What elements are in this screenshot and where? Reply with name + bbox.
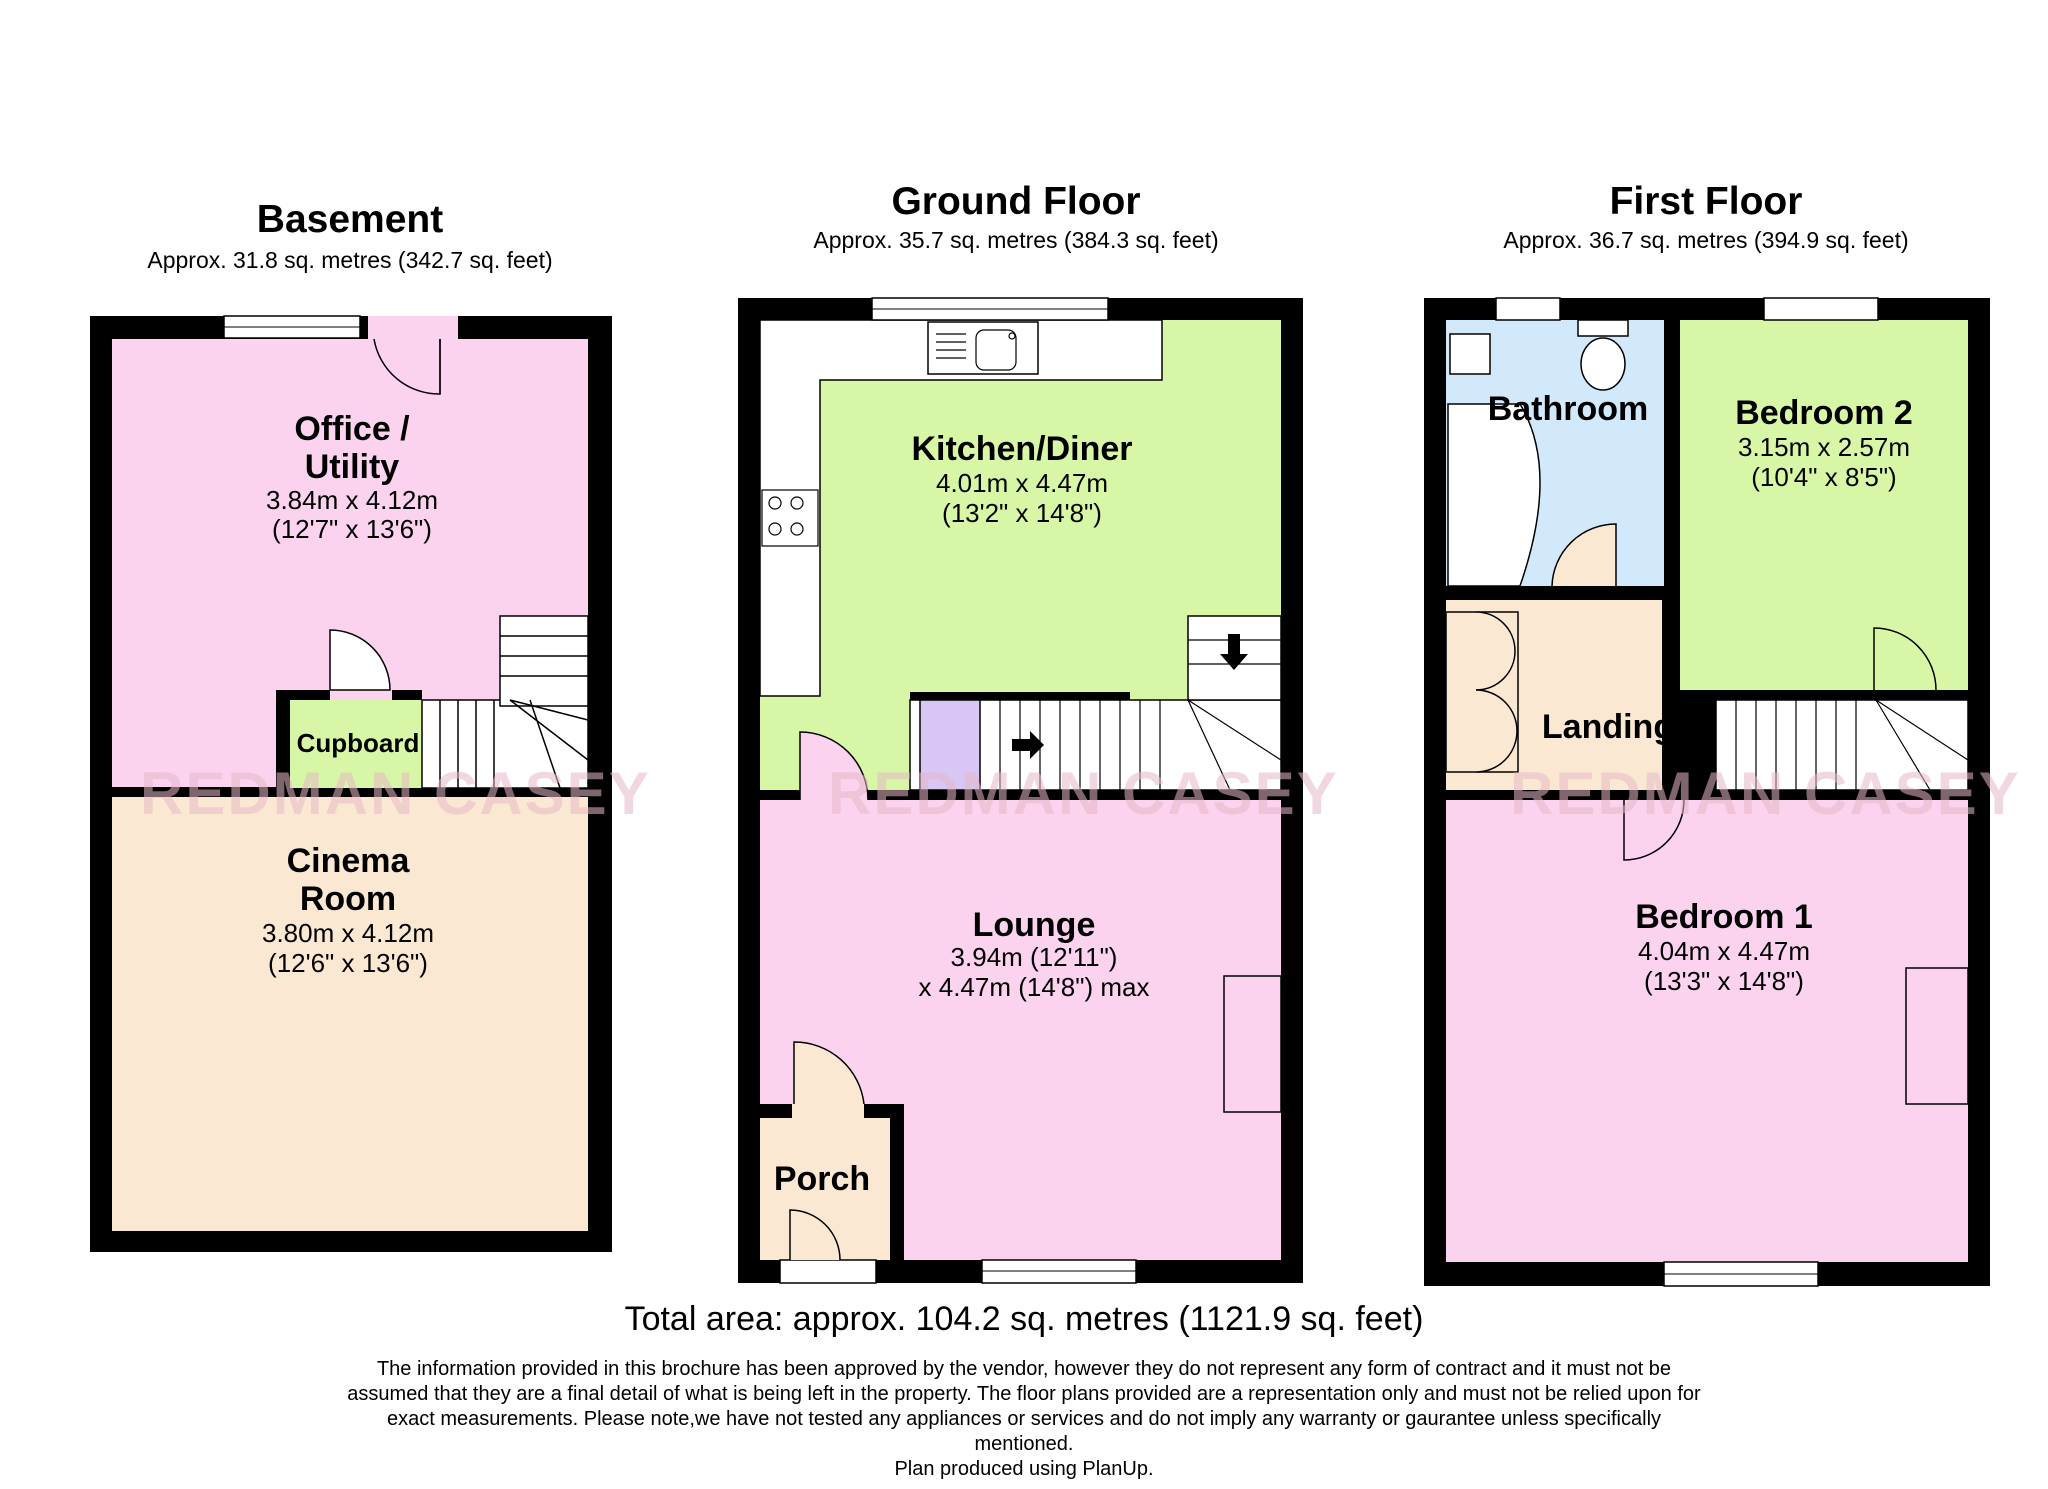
basement-area: Approx. 31.8 sq. metres (342.7 sq. feet)	[147, 247, 553, 273]
bathroom-window	[1496, 298, 1560, 320]
hob-icon	[762, 490, 818, 546]
cinema-dim-metric: 3.80m x 4.12m	[262, 918, 434, 948]
bedroom-2-room	[1680, 320, 1968, 690]
disclaimer	[340, 1357, 1708, 1482]
landing-wardrobe	[1446, 612, 1518, 772]
ground-floor-area: Approx. 35.7 sq. metres (384.3 sq. feet)	[813, 227, 1219, 253]
cinema-label-2: Room	[299, 880, 397, 918]
office-dim-imperial: (12'7" x 13'6")	[272, 514, 432, 544]
bathroom-label: Bathroom	[1487, 390, 1649, 428]
cupboard-label: Cupboard	[296, 728, 420, 758]
porch-label: Porch	[773, 1160, 871, 1198]
bedroom-1-label: Bedroom 1	[1635, 898, 1813, 936]
bedroom-1-dim-metric: 4.04m x 4.47m	[1638, 936, 1810, 966]
lounge-fireplace	[1224, 976, 1281, 1112]
toilet-cistern-icon	[1578, 320, 1628, 336]
kitchen-dim-metric: 4.01m x 4.47m	[936, 468, 1108, 498]
porch-front-door	[780, 1260, 876, 1283]
lounge-label: Lounge	[972, 906, 1096, 944]
basin-icon	[1450, 334, 1490, 374]
cinema-dim-imperial: (12'6" x 13'6")	[268, 948, 428, 978]
watermark-ground: REDMAN CASEY	[828, 760, 1339, 827]
disclaimer-text: The information provided in this brochure has been approved by the vendor, however they do not represent any form of contract and it must not be assumed that they are a final detail of what is being left in the property. The floor plans provided are a representation only and must not be relied upon for exact measurements. Please note,we have not tested any appliances or services and do not imply any warranty or gaurantee unless specifically mentioned.	[347, 1358, 1701, 1455]
bedroom-2-dim-metric: 3.15m x 2.57m	[1738, 432, 1910, 462]
watermark-first: REDMAN CASEY	[1510, 760, 2021, 827]
kitchen-label: Kitchen/Diner	[911, 430, 1133, 468]
bedroom-2-window	[1764, 298, 1878, 320]
office-label-1: Office /	[294, 410, 410, 448]
bath-icon	[1448, 404, 1540, 586]
office-label-2: Utility	[304, 448, 400, 486]
first-floor-title: First Floor	[1609, 180, 1803, 223]
basement-title: Basement	[256, 198, 444, 241]
bedroom-1-fireplace	[1906, 968, 1968, 1104]
landing-label: Landing	[1541, 708, 1675, 746]
cinema-label-1: Cinema	[286, 842, 410, 880]
bedroom-2-dim-imperial: (10'4" x 8'5")	[1751, 462, 1897, 492]
produced-by: Plan produced using PlanUp.	[894, 1458, 1154, 1480]
toilet-icon	[1581, 338, 1625, 390]
kitchen-dim-imperial: (13'2" x 14'8")	[942, 498, 1102, 528]
bedroom-1-room	[1446, 800, 1968, 1262]
office-dim-metric: 3.84m x 4.12m	[266, 485, 438, 515]
bedroom-2-label: Bedroom 2	[1735, 394, 1913, 432]
lounge-dim-line2: x 4.47m (14'8") max	[918, 972, 1150, 1002]
ground-floor-title: Ground Floor	[891, 180, 1141, 223]
bedroom-1-dim-imperial: (13'3" x 14'8")	[1644, 966, 1804, 996]
total-area: Total area: approx. 104.2 sq. metres (1121.9 sq. feet)	[624, 1300, 1424, 1338]
first-floor-area: Approx. 36.7 sq. metres (394.9 sq. feet)	[1503, 227, 1909, 253]
lounge-dim-line1: 3.94m (12'11")	[950, 942, 1118, 972]
watermark-basement: REDMAN CASEY	[140, 760, 651, 827]
